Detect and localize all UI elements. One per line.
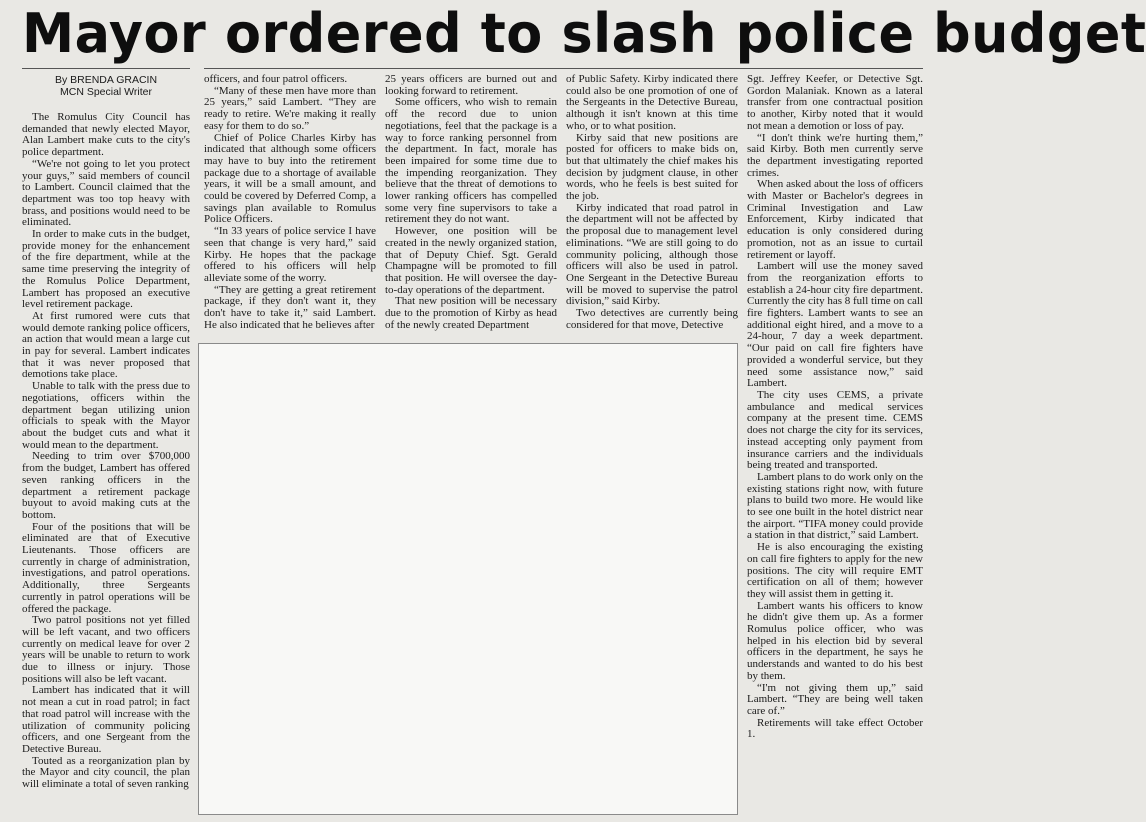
article-paragraph: “I don't think we're hurting them,” said Kirby. Both men currently serve the department investigating reported crimes. [747, 131, 923, 179]
article-paragraph: Needing to trim over $700,000 from the budget, Lambert has offered seven ranking officers in the department a retirement package buyout to avoid making cuts at the bottom. [22, 450, 190, 521]
article-column-2 [204, 74, 376, 342]
article-paragraph: Four of the positions that will be eliminated are that of Executive Lieutenants. Those officers are currently in charge of administration, investigations, and patrol operations. Additionally, three Sergeants currently in patrol operations will be offered the package. [22, 520, 190, 615]
article-paragraph: At first rumored were cuts that would demote ranking police officers, an action that would mean a large cut in pay for several. Lambert indicates that it was never proposed that demotions take place. [22, 309, 190, 381]
article-paragraph: When asked about the loss of officers with Master or Bachelor's degrees in Criminal Investigation and Law Enforcement, Kirby indicated that education is only considered during promotion, not as an issue to curtail retirement or layoff. [747, 178, 923, 261]
article-column-4 [566, 74, 738, 342]
article-paragraph: Two detectives are currently being considered for that move, Detective [566, 307, 738, 331]
article-paragraph: officers, and four patrol officers. [204, 73, 348, 85]
article-paragraph: 25 years officers are burned out and looking forward to retirement. [385, 73, 557, 97]
article-paragraph: Lambert wants his officers to know he didn't give them up. As a former Romulus police officer, who was helped in his election bid by several officers in the department, he says he understands and wanted to do his best by them. [747, 599, 923, 682]
byline-author: By BRENDA GRACIN [54, 74, 158, 86]
article-paragraph: That new position will be necessary due to the promotion of Kirby as head of the newly created Department [385, 295, 557, 331]
article-paragraph: Lambert has indicated that it will not mean a cut in road patrol; in fact that road patrol will increase with the utilization of community policing officers, and one Sergeant from the Detective Bureau. [22, 684, 190, 755]
article-paragraph: “They are getting a great retirement package, if they don't want it, they don't have to take it,” said Lambert. He also indicated that he believes after [204, 283, 376, 331]
byline-role: MCN Special Writer [60, 86, 152, 98]
article-paragraph: Touted as a reorganization plan by the Mayor and city council, the plan will eliminate a total of seven ranking [22, 754, 190, 791]
article-paragraph: The Romulus City Council has demanded that newly elected Mayor, Alan Lambert make cuts to the city's police department. [22, 111, 190, 159]
article-paragraph: Some officers, who wish to remain off the record due to union negotiations, feel that the package is a way to force ranking personnel from the department. In fact, morale has been impaired for some time due to the impending reorganization. They believe that the threat of demotions to lower ranking officers has compelled some very fine supervisors to take a retirement they do not want. [385, 96, 557, 226]
article-paragraph: Sgt. Jeffrey Keefer, or Detective Sgt. Gordon Malaniak. Known as a lateral transfer from one contractual position to another, Kirby noted that it would not mean a demotion or loss of pay. [747, 73, 923, 132]
article-paragraph: Lambert will use the money saved from the reorganization efforts to establish a 24-hour city fire department. Currently the city has 8 full time on call fire fighters. Lambert wants to see an additional eight hired, and a move to a 24-hour, 7 day a week department. “Our paid on call fire fighters have provided a wonderful service, but they need some assistance now,” said Lambert. [747, 260, 923, 390]
article-paragraph: Lambert plans to do work only on the existing stations right now, with future plans to build two more. He would like to see one built in the hotel district near the airport. “TIFA money could provide a station in that district,” said Lambert. [747, 470, 923, 542]
headline: Mayor ordered to slash police budget [22, 2, 1146, 65]
article-paragraph: However, one position will be created in the newly organized station, that of Deputy Chief. Sgt. Gerald Champagne will be promoted to fill that position. He will oversee the day-to-day operations of the department. [385, 225, 557, 296]
article-paragraph: of Public Safety. Kirby indicated there could also be one promotion of one of the Sergeants in the Detective Bureau, although it isn't known at this time who, or to what position. [566, 73, 738, 132]
article-paragraph: Two patrol positions not yet filled will be left vacant, and two officers currently on medical leave for over 2 years will be unable to return to work due to illness or injury. Those positions will also be left vacant. [22, 614, 190, 685]
article-paragraph: “I'm not giving them up,” said Lambert. “They are being well taken care of.” [747, 681, 923, 717]
article-column-1 [22, 74, 190, 814]
article-paragraph: Kirby indicated that road patrol in the department will not be affected by the proposal due to management level eliminations. “We are still going to do community policing, although those officers will also be used in patrol. One Sergeant in the Detective Bureau will be moved to supervise the patrol division,” said Kirby. [566, 201, 738, 308]
headline-rule [204, 68, 923, 69]
photo-placeholder [198, 343, 738, 815]
headline-rule [22, 68, 190, 69]
article-paragraph: Chief of Police Charles Kirby has indicated that although some officers may have to buy into the retirement package due to a shortage of available years, it will be a small amount, and could be covered by Deferred Comp, a savings plan available to Romulus Police Officers. [204, 131, 376, 226]
article-paragraph: In order to make cuts in the budget, provide money for the enhancement of the fire department, while at the same time preserving the integrity of the Romulus Police Department, Lambert has proposed an executive level retirement package. [22, 228, 190, 311]
article-paragraph: He is also encouraging the existing on call fire fighters to apply for the new positions. The city will require EMT certification on all of them; however they will assist them in getting it. [747, 541, 923, 600]
article-paragraph: Unable to talk with the press due to negotiations, officers within the department began utilizing union officials to speak with the Mayor about the budget cuts and what it would mean to the department. [22, 380, 190, 451]
byline [22, 74, 190, 98]
article-column-5 [747, 74, 923, 814]
article-column-3 [385, 74, 557, 342]
article-paragraph: Kirby said that new positions are posted for officers to make bids on, but that ultimately the chief makes his decision by judgment clause, in other words, who he feels is best suited for the job. [566, 131, 738, 203]
article-paragraph: “Many of these men have more than 25 years,” said Lambert. “They are ready to retire. We're making it really easy for them to do so.” [204, 84, 376, 132]
article-paragraph: “We're not going to let you protect your guys,” said members of council to Lambert. Council claimed that the department was too top heavy with brass, and positions would need to be eliminated. [22, 157, 190, 229]
article-paragraph: Retirements will take effect October 1. [747, 716, 923, 741]
article-paragraph: The city uses CEMS, a private ambulance and medical services company at the present time. CEMS does not charge the city for its services, instead accepting only payment from insurance carriers and the individuals being treated and transported. [747, 388, 923, 472]
article-paragraph: “In 33 years of police service I have seen that change is very hard,” said Kirby. He hopes that the package offered to his officers will help alleviate some of the worry. [204, 225, 376, 284]
